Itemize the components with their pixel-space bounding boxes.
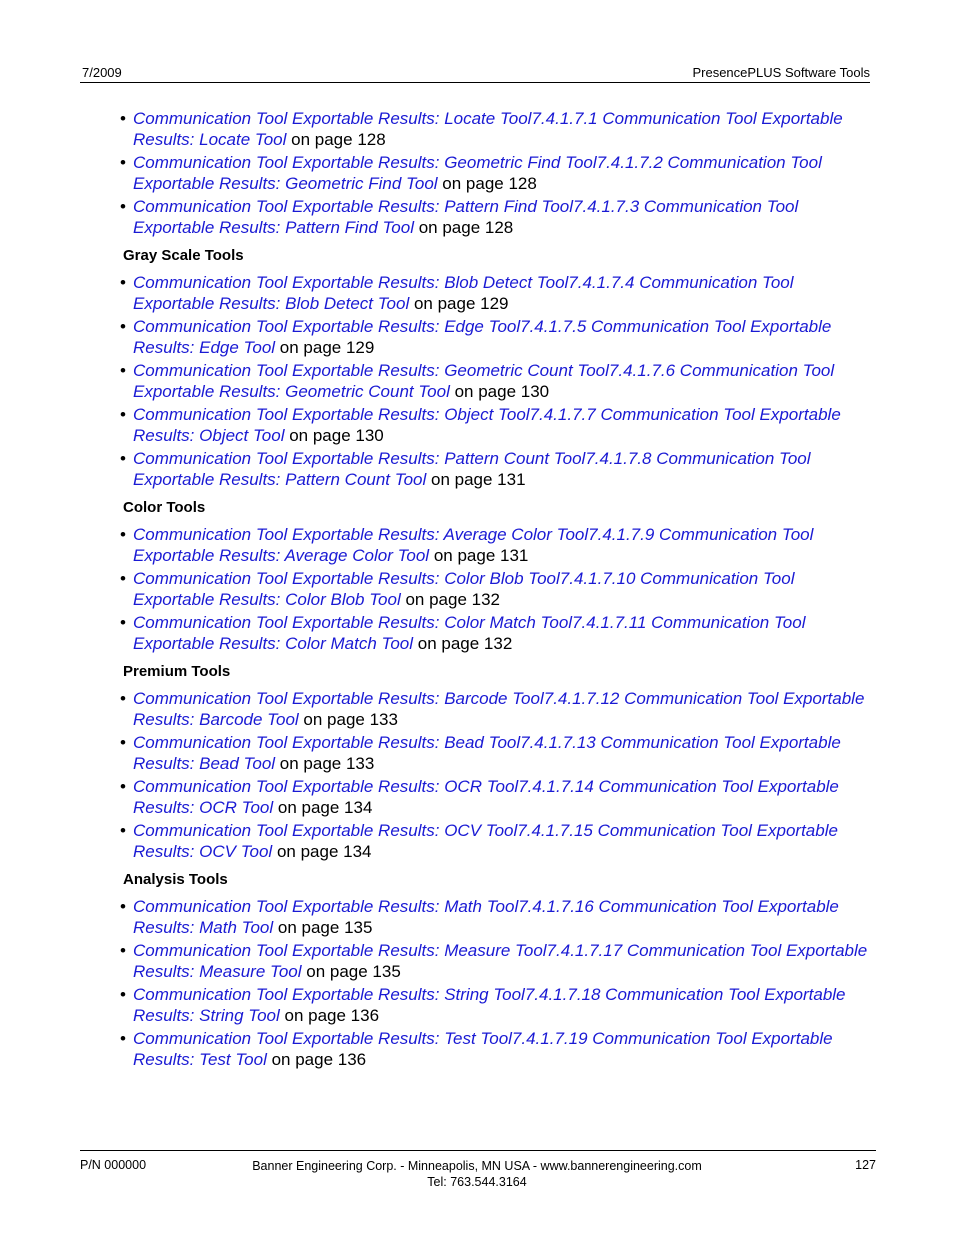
bullet: • — [120, 1029, 126, 1048]
list-item — [80, 820, 878, 862]
page-reference: on page 132 — [413, 634, 513, 653]
bullet: • — [120, 821, 126, 840]
list-item — [80, 732, 878, 774]
bullet: • — [120, 777, 126, 796]
bullet: • — [120, 273, 126, 292]
list-item — [80, 568, 878, 610]
cross-reference-link[interactable]: Communication Tool Exportable Results: Locate Tool7.4.1.7.1 Communication Tool Exportable Results: Locate Tool — [133, 109, 843, 149]
page-reference: on page 133 — [275, 754, 375, 773]
list-item — [80, 688, 878, 730]
list-item — [80, 896, 878, 938]
section-title: Gray Scale Tools — [123, 247, 244, 264]
bullet: • — [120, 613, 126, 632]
cross-reference-link[interactable]: Communication Tool Exportable Results: Edge Tool7.4.1.7.5 Communication Tool Exportable Results: Edge Tool — [133, 317, 832, 357]
cross-reference-link[interactable]: Communication Tool Exportable Results: Color Match Tool7.4.1.7.11 Communication Tool Exportable Results: Color Match Tool — [133, 613, 806, 653]
list-item — [80, 404, 878, 446]
page-header — [80, 64, 870, 83]
bullet: • — [120, 405, 126, 424]
footer-divider — [80, 1150, 876, 1151]
section-title: Color Tools — [123, 499, 206, 516]
page-reference: on page 129 — [275, 338, 375, 357]
page-reference: on page 135 — [273, 918, 373, 937]
footer-company-info — [0, 1158, 954, 1190]
list-item — [80, 196, 878, 238]
cross-reference-link[interactable]: Communication Tool Exportable Results: Pattern Count Tool7.4.1.7.8 Communication Tool Exportable Results: Pattern Count Tool — [133, 449, 811, 489]
bullet: • — [120, 153, 126, 172]
page-reference: on page 135 — [301, 962, 401, 981]
bullet: • — [120, 941, 126, 960]
page-reference: on page 131 — [429, 546, 529, 565]
bullet: • — [120, 897, 126, 916]
section-title: Premium Tools — [123, 663, 231, 680]
cross-reference-link[interactable]: Communication Tool Exportable Results: Math Tool7.4.1.7.16 Communication Tool Exportable Results: Math Tool — [133, 897, 839, 937]
page-reference: on page 131 — [426, 470, 526, 489]
cross-reference-link[interactable]: Communication Tool Exportable Results: Object Tool7.4.1.7.7 Communication Tool Exportable Results: Object Tool — [133, 405, 841, 445]
cross-reference-link[interactable]: Communication Tool Exportable Results: Average Color Tool7.4.1.7.9 Communication Tool Exportable Results: Average Color Tool — [133, 525, 814, 565]
page-reference: on page 134 — [272, 842, 372, 861]
bullet: • — [120, 317, 126, 336]
bullet: • — [120, 361, 126, 380]
page-reference: on page 128 — [286, 130, 386, 149]
cross-reference-link[interactable]: Communication Tool Exportable Results: Barcode Tool7.4.1.7.12 Communication Tool Exportable Results: Barcode Tool — [133, 689, 865, 729]
toc-content — [80, 108, 880, 1072]
bullet: • — [120, 449, 126, 468]
page-reference: on page 136 — [279, 1006, 380, 1025]
list-item — [80, 776, 878, 818]
header-date: 7/2009 — [82, 65, 122, 80]
page-reference: on page 129 — [409, 294, 509, 313]
bullet: • — [120, 197, 126, 216]
footer-phone: Tel: 763.544.3164 — [427, 1175, 527, 1189]
section-list — [80, 524, 880, 654]
cross-reference-link[interactable]: Communication Tool Exportable Results: Measure Tool7.4.1.7.17 Communication Tool Exportable Results: Measure Tool — [133, 941, 868, 981]
bullet: • — [120, 733, 126, 752]
list-item — [80, 1028, 878, 1070]
list-item — [80, 448, 878, 490]
list-item — [80, 272, 878, 314]
bullet: • — [120, 109, 126, 128]
page-reference: on page 130 — [284, 426, 384, 445]
bullet: • — [120, 689, 126, 708]
list-item — [80, 984, 878, 1026]
page-reference: on page 133 — [298, 710, 398, 729]
footer-page-number: 127 — [855, 1158, 876, 1172]
page-reference: on page 128 — [437, 174, 537, 193]
cross-reference-link[interactable]: Communication Tool Exportable Results: Geometric Count Tool7.4.1.7.6 Communication Tool Exportable Results: Geometric Count Tool — [133, 361, 835, 401]
list-item — [80, 360, 878, 402]
section-list — [80, 108, 880, 238]
section-title: Analysis Tools — [123, 871, 228, 888]
bullet: • — [120, 985, 126, 1004]
footer-company: Banner Engineering Corp. - Minneapolis, MN USA - www.bannerengineering.com — [252, 1159, 702, 1173]
footer-part-number: P/N 000000 — [80, 1158, 147, 1172]
bullet: • — [120, 569, 126, 588]
section-list — [80, 688, 880, 862]
cross-reference-link[interactable]: Communication Tool Exportable Results: OCR Tool7.4.1.7.14 Communication Tool Exportable Results: OCR Tool — [133, 777, 839, 817]
section-list — [80, 896, 880, 1070]
header-title: PresencePLUS Software Tools — [692, 65, 870, 80]
cross-reference-link[interactable]: Communication Tool Exportable Results: String Tool7.4.1.7.18 Communication Tool Exportable Results: String Tool — [133, 985, 846, 1025]
cross-reference-link[interactable]: Communication Tool Exportable Results: OCV Tool7.4.1.7.15 Communication Tool Exportable Results: OCV Tool — [133, 821, 838, 861]
page-reference: on page 134 — [273, 798, 373, 817]
cross-reference-link[interactable]: Communication Tool Exportable Results: Test Tool7.4.1.7.19 Communication Tool Exportable Results: Test Tool — [133, 1029, 833, 1069]
list-item — [80, 612, 878, 654]
list-item — [80, 940, 878, 982]
page-reference: on page 136 — [266, 1050, 367, 1069]
page-reference: on page 130 — [449, 382, 550, 401]
list-item — [80, 152, 878, 194]
list-item — [80, 316, 878, 358]
cross-reference-link[interactable]: Communication Tool Exportable Results: Bead Tool7.4.1.7.13 Communication Tool Exportable Results: Bead Tool — [133, 733, 841, 773]
page-reference: on page 132 — [400, 590, 500, 609]
cross-reference-link[interactable]: Communication Tool Exportable Results: Color Blob Tool7.4.1.7.10 Communication Tool Exportable Results: Color Blob Tool — [133, 569, 795, 609]
section-list — [80, 272, 880, 490]
list-item — [80, 524, 878, 566]
cross-reference-link[interactable]: Communication Tool Exportable Results: Blob Detect Tool7.4.1.7.4 Communication Tool Exportable Results: Blob Detect Tool — [133, 273, 794, 313]
list-item — [80, 108, 878, 150]
cross-reference-link[interactable]: Communication Tool Exportable Results: Pattern Find Tool7.4.1.7.3 Communication Tool Exportable Results: Pattern Find Tool — [133, 197, 799, 237]
cross-reference-link[interactable]: Communication Tool Exportable Results: Geometric Find Tool7.4.1.7.2 Communication Tool Exportable Results: Geometric Find Tool — [133, 153, 822, 193]
page-reference: on page 128 — [413, 218, 514, 237]
bullet: • — [120, 525, 126, 544]
